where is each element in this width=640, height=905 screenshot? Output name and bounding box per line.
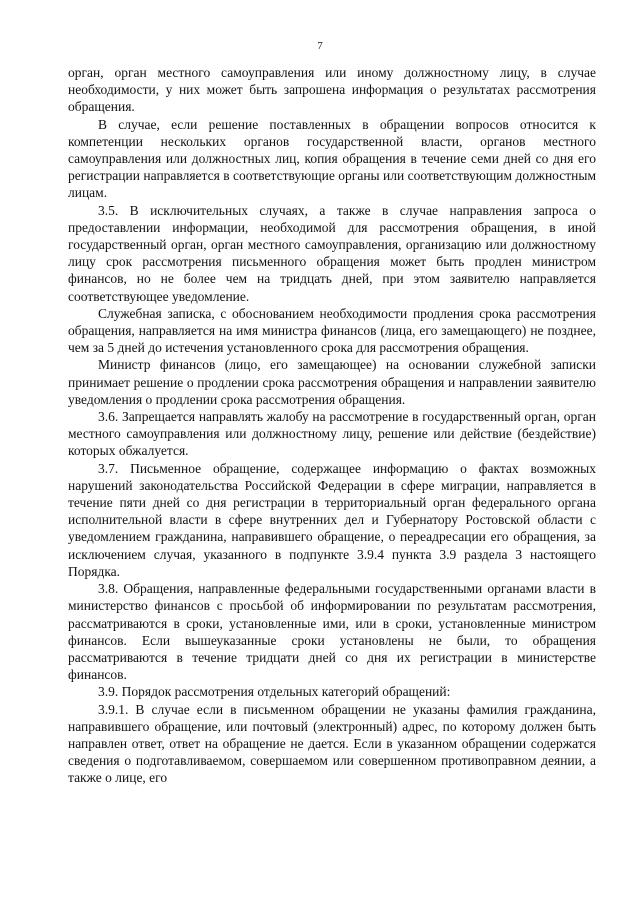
paragraph-3-6: 3.6. Запрещается направлять жалобу на рассмотрение в государственный орган, орган местного самоуправления или должностному лицу, решение или действие (бездействие) которых обжалуется.	[68, 409, 596, 459]
page-number: 7	[317, 40, 323, 52]
paragraph-3-9-1: 3.9.1. В случае если в письменном обращении не указаны фамилия гражданина, направившего обращение, или почтовый (электронный) адрес, по которому должен быть направлен ответ, ответ на обращение не дается. Если в указанном обращении содержатся сведения о подготавливаемом, совершаемом или совершенном противоправном деянии, а также о лице, его	[68, 701, 596, 786]
paragraph-copy-to-several-bodies: В случае, если решение поставленных в обращении вопросов относится к компетенции нескольких органов государственной власти, органов местного самоуправления или должностных лиц, копия обращения в течение семи дней со дня его регистрации направляется в соответствующие органы или соответствующим должностным лицам.	[68, 116, 596, 201]
paragraph-continuation: орган, орган местного самоуправления или иному должностному лицу, в случае необходимости, у них может быть запрошена информация о результатах рассмотрения обращения.	[68, 65, 596, 115]
paragraph-service-note: Служебная записка, с обоснованием необходимости продления срока рассмотрения обращения, направляется на имя министра финансов (лица, его замещающего) не позднее, чем за 5 дней до истечения установленного срока для рассмотрения обращения.	[68, 305, 596, 356]
document-body	[68, 64, 596, 787]
paragraph-3-5: 3.5. В исключительных случаях, а также в случае направления запроса о предоставлении информации, необходимой для рассмотрения обращения, в иной государственный орган, орган местного самоуправления, организацию или должностному лицу срок рассмотрения письменного обращения может быть продлен министром финансов, но не более чем на тридцать дней, при этом заявителю направляется соответствующее уведомление.	[68, 202, 596, 304]
paragraph-3-7: 3.7. Письменное обращение, содержащее информацию о фактах возможных нарушений законодательства Российской Федерации в сфере миграции, направляется в течение пяти дней со дня регистрации в территориальный орган федерального органа исполнительной власти в сфере внутренних дел и Губернатору Ростовской области с уведомлением гражданина, направившего обращение, о переадресации его обращения, за исключением случая, указанного в подпункте 3.9.4 пункта 3.9 раздела 3 настоящего Порядка.	[68, 460, 596, 579]
paragraph-3-8: 3.8. Обращения, направленные федеральными государственными органами власти в министерство финансов с просьбой об информировании по результатам рассмотрения, рассматриваются в сроки, установленные ими, или в сроки, установленные министром финансов. Если вышеуказанные сроки установлены не были, то обращения рассматриваются в течение тридцати дней со дня их регистрации в министерстве финансов.	[68, 581, 596, 683]
paragraph-minister-decision: Министр финансов (лицо, его замещающее) на основании служебной записки принимает решение о продлении срока рассмотрения обращения и направлении заявителю уведомления о продлении срока рассмотрения обращения.	[68, 357, 596, 407]
paragraph-3-9: 3.9. Порядок рассмотрения отдельных категорий обращений:	[98, 684, 451, 700]
